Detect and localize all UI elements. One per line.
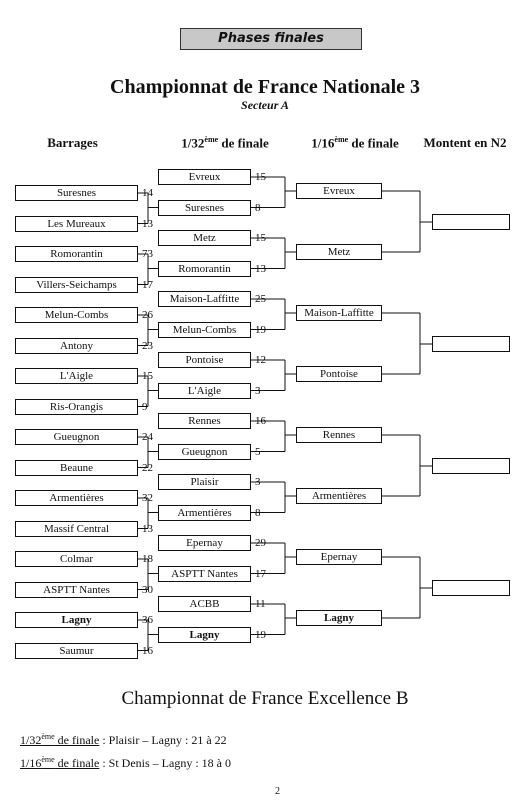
r32-score: 12 [255,354,266,366]
r32-score: 8 [255,506,261,519]
barrages-score: 22 [142,461,153,474]
r32-team-box: Romorantin [158,261,251,277]
barrages-team-box: Massif Central [15,521,138,537]
r32-team-box: L'Aigle [158,383,251,399]
barrages-score: 17 [142,278,153,291]
column-header-r16: 1/16ème de finale [311,135,399,151]
column-header-r32: 1/32ème de finale [181,135,269,151]
barrages-team-box: ASPTT Nantes [15,582,138,598]
barrages-team-box: L'Aigle [15,368,138,384]
r16-team-box: Metz [296,244,382,260]
r32-score: 17 [255,567,266,580]
r32-score: 15 [255,232,266,244]
r32-team-box: ACBB [158,596,251,612]
barrages-team-box: Antony [15,338,138,354]
barrages-team-box: Beaune [15,460,138,476]
result-r16: 1/16ème de finale : St Denis – Lagny : 18 à 0 [20,755,231,770]
barrages-score: 13 [142,217,153,230]
barrages-score: 32 [142,492,153,504]
r32-team-box: Epernay [158,535,251,551]
barrages-team-box: Romorantin [15,246,138,262]
r16-team-box: Pontoise [296,366,382,382]
barrages-score: 24 [142,431,153,443]
r32-team-box: Maison-Laffitte [158,291,251,307]
r32-score: 3 [255,384,261,397]
page-subtitle: Secteur A [241,98,289,112]
barrages-score: 36 [142,614,153,626]
r16-team-box: Rennes [296,427,382,443]
r32-score: 13 [255,262,266,275]
barrages-score: 23 [142,339,153,352]
barrages-team-box: Ris-Orangis [15,399,138,415]
column-header-n2: Montent en N2 [423,135,507,150]
r32-team-box: Metz [158,230,251,246]
n2-team-box [432,458,510,474]
r32-team-box: Plaisir [158,474,251,490]
page-number: 2 [275,786,280,797]
n2-team-box [432,214,510,230]
result-r32: 1/32ème de finale : Plaisir – Lagny : 21 à 22 [20,732,227,747]
barrages-score: 73 [142,248,153,260]
barrages-team-box: Suresnes [15,185,138,201]
r32-team-box: Gueugnon [158,444,251,460]
barrages-score: 16 [142,644,153,657]
r32-team-box: Armentières [158,505,251,521]
barrages-team-box: Melun-Combs [15,307,138,323]
barrages-score: 13 [142,522,153,535]
r32-team-box: Pontoise [158,352,251,368]
r32-team-box: ASPTT Nantes [158,566,251,582]
page-title: Championnat de France Nationale 3 [110,76,420,98]
r32-team-box: Rennes [158,413,251,429]
r32-team-box: Suresnes [158,200,251,216]
r16-team-box: Maison-Laffitte [296,305,382,321]
barrages-team-box: Lagny [15,612,138,628]
barrages-score: 9 [142,400,148,413]
barrages-score: 18 [142,553,153,565]
barrages-team-box: Villers-Seichamps [15,277,138,293]
r32-score: 19 [255,628,266,641]
barrages-team-box: Saumur [15,643,138,659]
r16-team-box: Armentières [296,488,382,504]
barrages-score: 30 [142,583,153,596]
r32-score: 3 [255,476,261,488]
r16-team-box: Evreux [296,183,382,199]
n2-team-box [432,580,510,596]
r32-score: 16 [255,415,266,427]
barrages-score: 15 [142,370,153,382]
barrages-score: 26 [142,309,153,321]
barrages-team-box: Gueugnon [15,429,138,445]
r32-score: 19 [255,323,266,336]
r32-score: 29 [255,537,266,549]
r16-team-box: Lagny [296,610,382,626]
r32-score: 11 [255,598,266,610]
r32-team-box: Melun-Combs [158,322,251,338]
r32-team-box: Lagny [158,627,251,643]
barrages-team-box: Colmar [15,551,138,567]
r16-team-box: Epernay [296,549,382,565]
barrages-team-box: Armentières [15,490,138,506]
footer-title: Championnat de France Excellence B [121,688,409,709]
r32-score: 8 [255,201,261,214]
r32-score: 25 [255,293,266,305]
n2-team-box [432,336,510,352]
r32-team-box: Evreux [158,169,251,185]
barrages-score: 14 [142,187,153,199]
phases-finales-banner: Phases finales [180,28,362,50]
r32-score: 5 [255,445,261,458]
r32-score: 15 [255,171,266,183]
barrages-team-box: Les Mureaux [15,216,138,232]
column-header-barrages: Barrages [47,135,98,150]
